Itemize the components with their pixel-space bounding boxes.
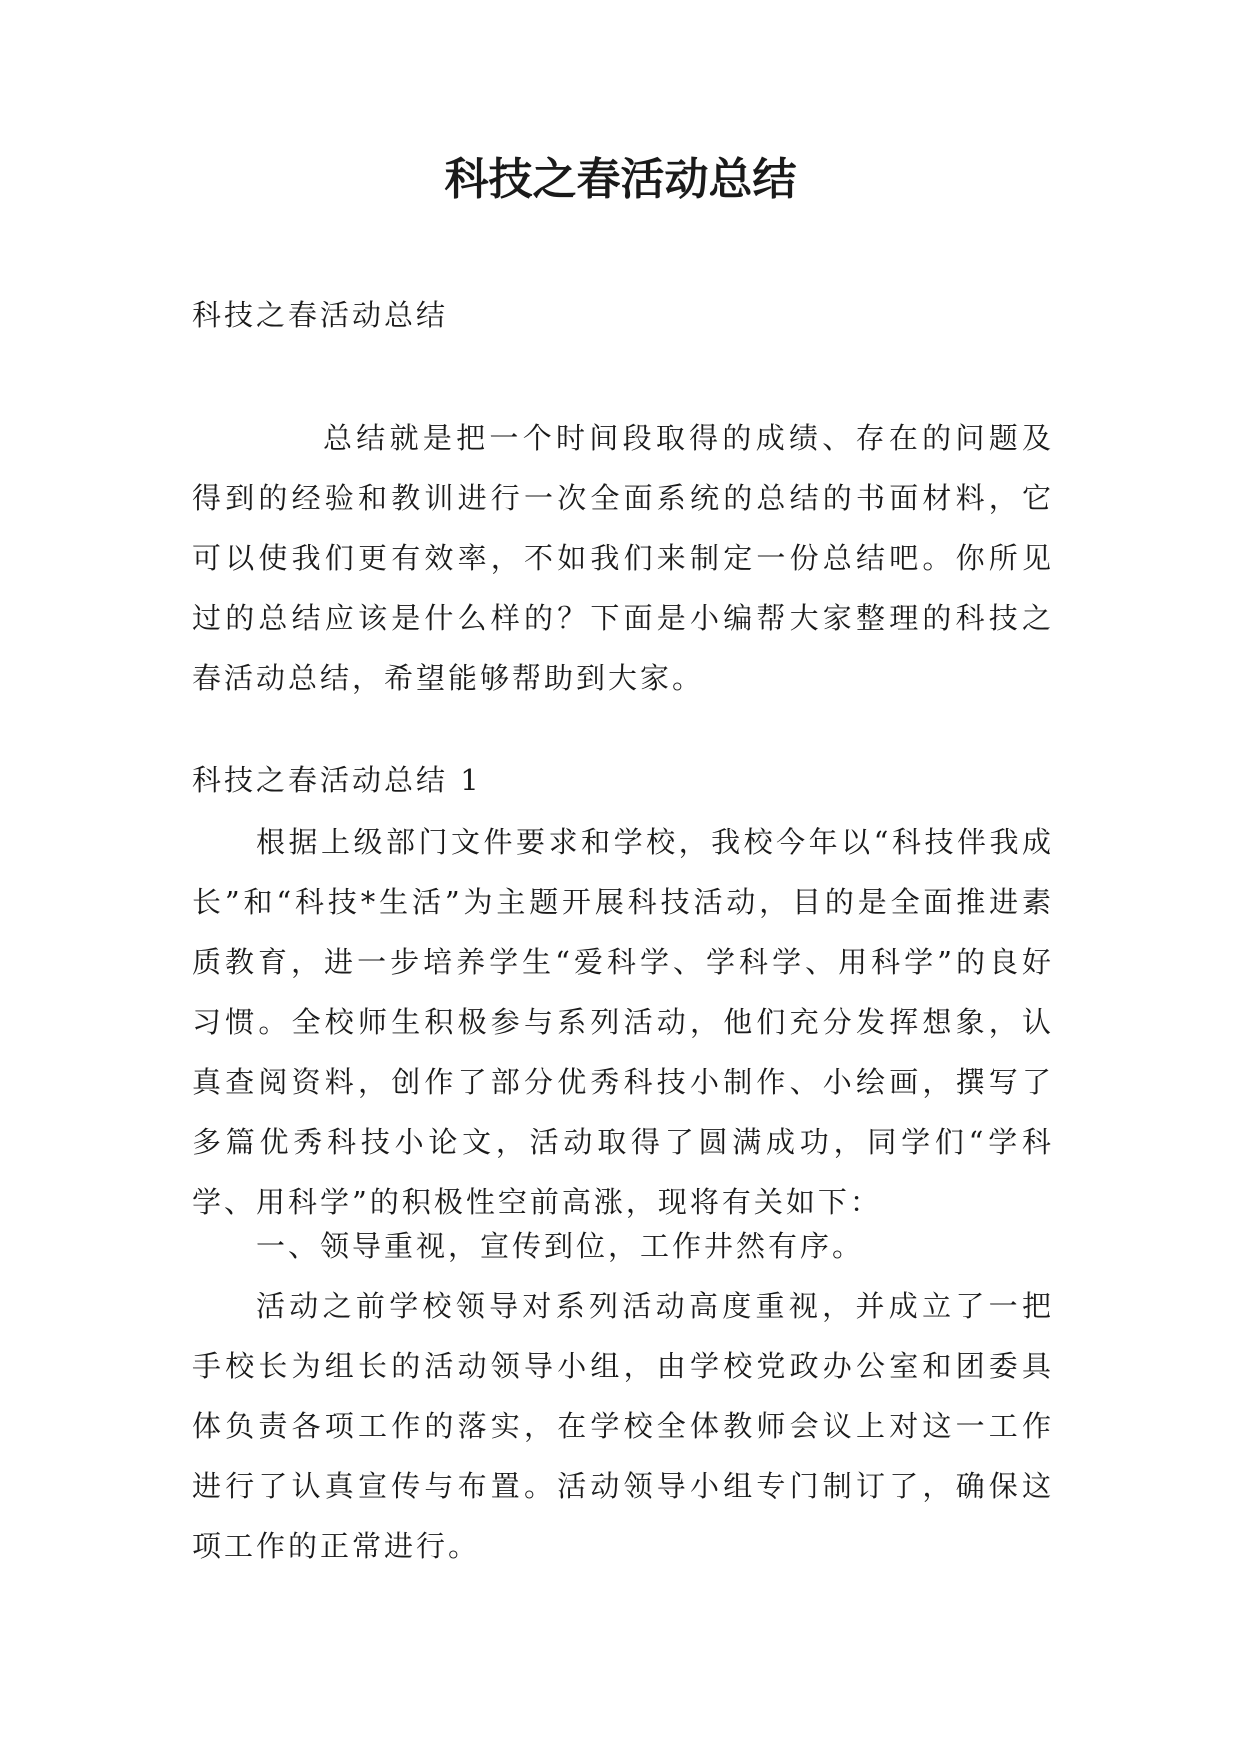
body-paragraph-2: 活动之前学校领导对系列活动高度重视，并成立了一把手校长为组长的活动领导小组，由学校党政办公室和团委具体负责各项工作的落实，在学校全体教师会议上对这一工作进行了认真宣传与布置。活动领导小组专门制订了，确保这项工作的正常进行。 [192, 1289, 1054, 1563]
section-heading-1: 一、领导重视，宣传到位，工作井然有序。 [256, 1229, 865, 1263]
intro-paragraph: 总结就是把一个时间段取得的成绩、存在的问题及得到的经验和教训进行一次全面系统的总结的书面材料，它可以使我们更有效率，不如我们来制定一份总结吧。你所见过的总结应该是什么样的？下面是小编帮大家整理的科技之春活动总结，希望能够帮助到大家。 [192, 421, 1054, 695]
section-title: 科技之春活动总结 1 [192, 763, 482, 797]
body-paragraph-1: 根据上级部门文件要求和学校，我校今年以“科技伴我成长”和“科技*生活”为主题开展科技活动，目的是全面推进素质教育，进一步培养学生“爱科学、学科学、用科学”的良好习惯。全校师生积极参与系列活动，他们充分发挥想象，认真查阅资料，创作了部分优秀科技小制作、小绘画，撰写了多篇优秀科技小论文，活动取得了圆满成功，同学们“学科学、用科学”的积极性空前高涨，现将有关如下： [192, 825, 1054, 1219]
document-subtitle: 科技之春活动总结 [192, 298, 449, 332]
document-title: 科技之春活动总结 [444, 154, 797, 205]
